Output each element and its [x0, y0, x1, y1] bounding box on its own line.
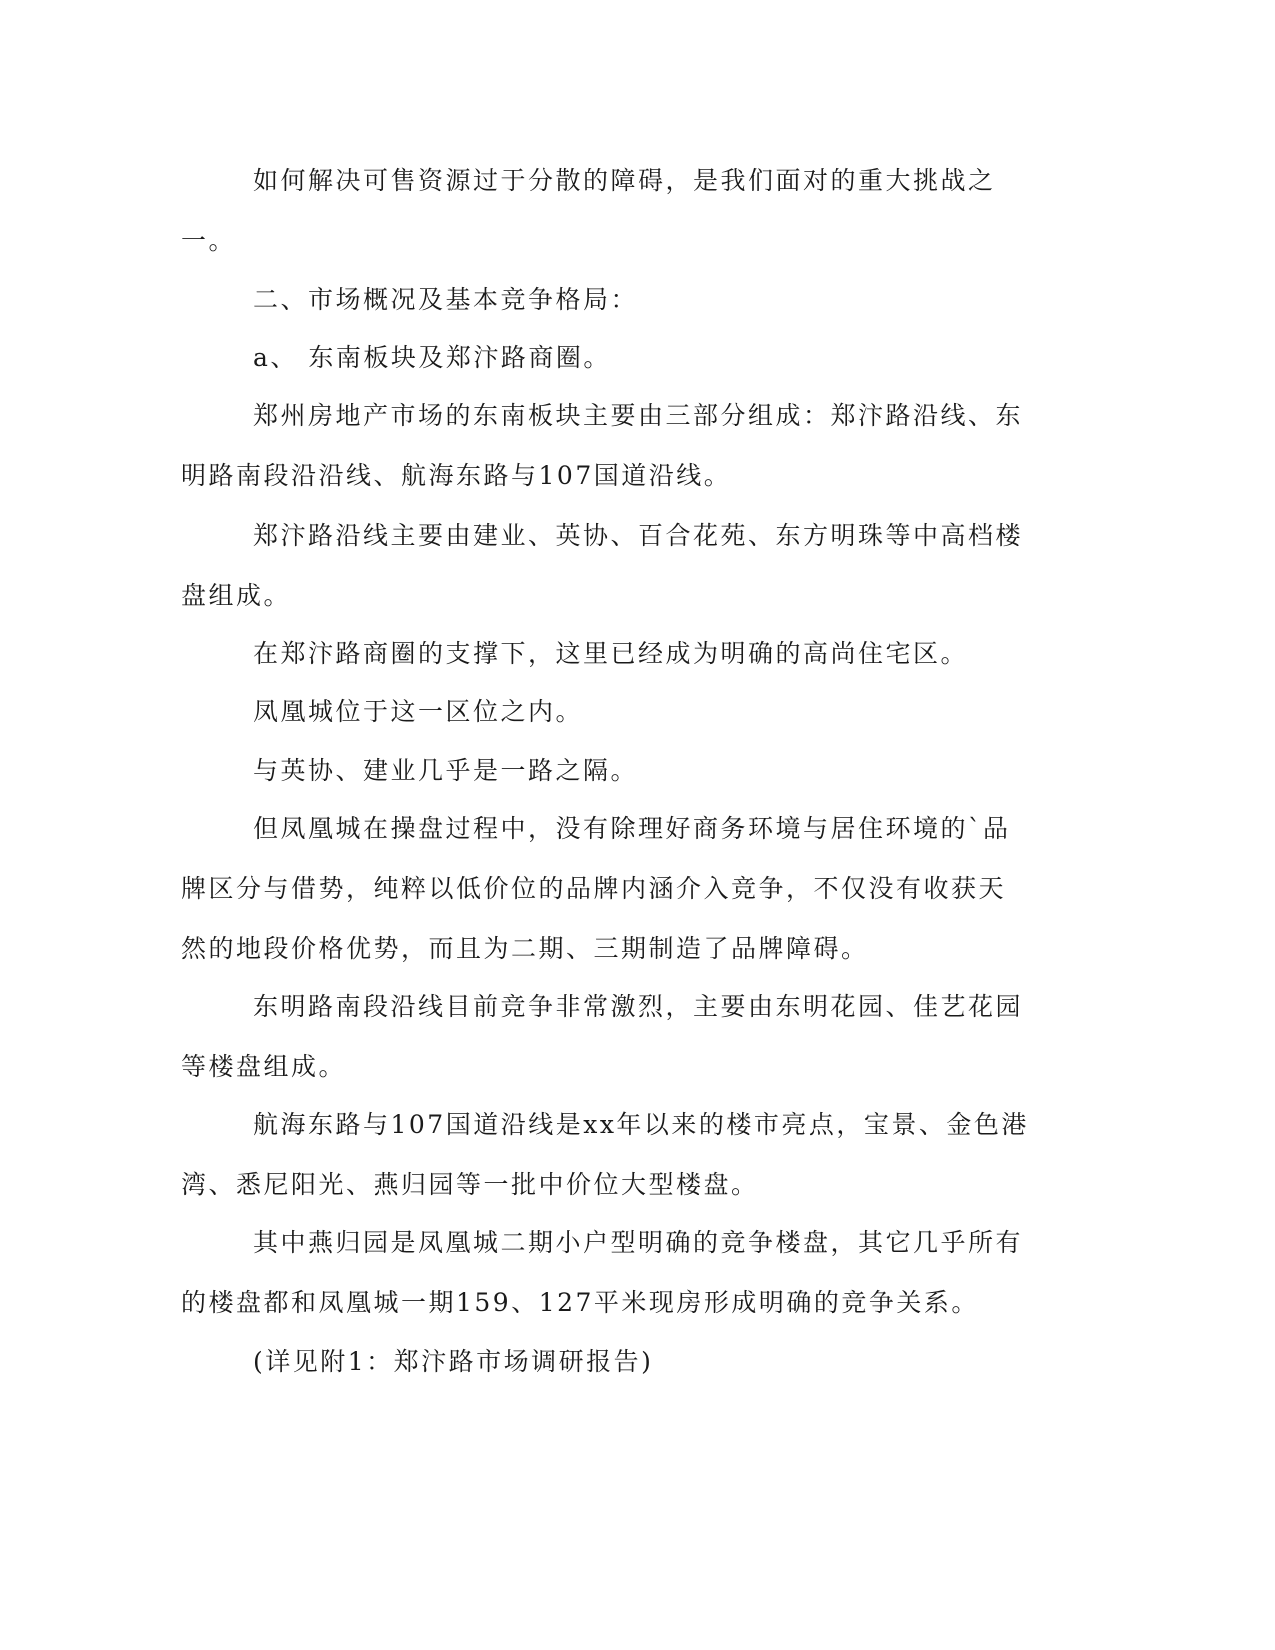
section-heading-market-overview: 二、市场概况及基本竞争格局： [253, 285, 639, 314]
paragraph-phoenix-location: 凤凰城位于这一区位之内。 [253, 697, 584, 726]
paragraph-southeast-composition: 郑州房地产市场的东南板块主要由三部分组成：郑汴路沿线、东明路南段沿沿线、航海东路与107国道沿线。 [181, 401, 1024, 490]
paragraph-appendix-reference: (详见附1：郑汴路市场调研报告) [253, 1347, 654, 1376]
paragraph-residential-area: 在郑汴路商圈的支撑下，这里已经成为明确的高尚住宅区。 [253, 639, 969, 668]
paragraph-dongming-road: 东明路南段沿线目前竞争非常激烈，主要由东明花园、佳艺花园等楼盘组成。 [181, 992, 1024, 1081]
paragraph-road-separation: 与英协、建业几乎是一路之隔。 [253, 756, 639, 785]
subsection-heading-southeast: a、 东南板块及郑汴路商圈。 [253, 343, 611, 372]
paragraph-zhengbian-road: 郑汴路沿线主要由建业、英协、百合花苑、东方明珠等中高档楼盘组成。 [181, 521, 1024, 610]
paragraph-brand-analysis: 但凤凰城在操盘过程中，没有除理好商务环境与居住环境的`品牌区分与借势，纯粹以低价位的品牌内涵介入竞争，不仅没有收获天然的地段价格优势，而且为二期、三期制造了品牌障碍。 [181, 814, 1011, 963]
paragraph-challenge: 如何解决可售资源过于分散的障碍，是我们面对的重大挑战之一。 [181, 166, 996, 255]
paragraph-hanghai-road: 航海东路与107国道沿线是xx年以来的楼市亮点，宝景、金色港湾、悉尼阳光、燕归园等一批中价位大型楼盘。 [181, 1110, 1029, 1199]
paragraph-competition: 其中燕归园是凤凰城二期小户型明确的竞争楼盘，其它几乎所有的楼盘都和凤凰城一期159、127平米现房形成明确的竞争关系。 [181, 1228, 1024, 1317]
